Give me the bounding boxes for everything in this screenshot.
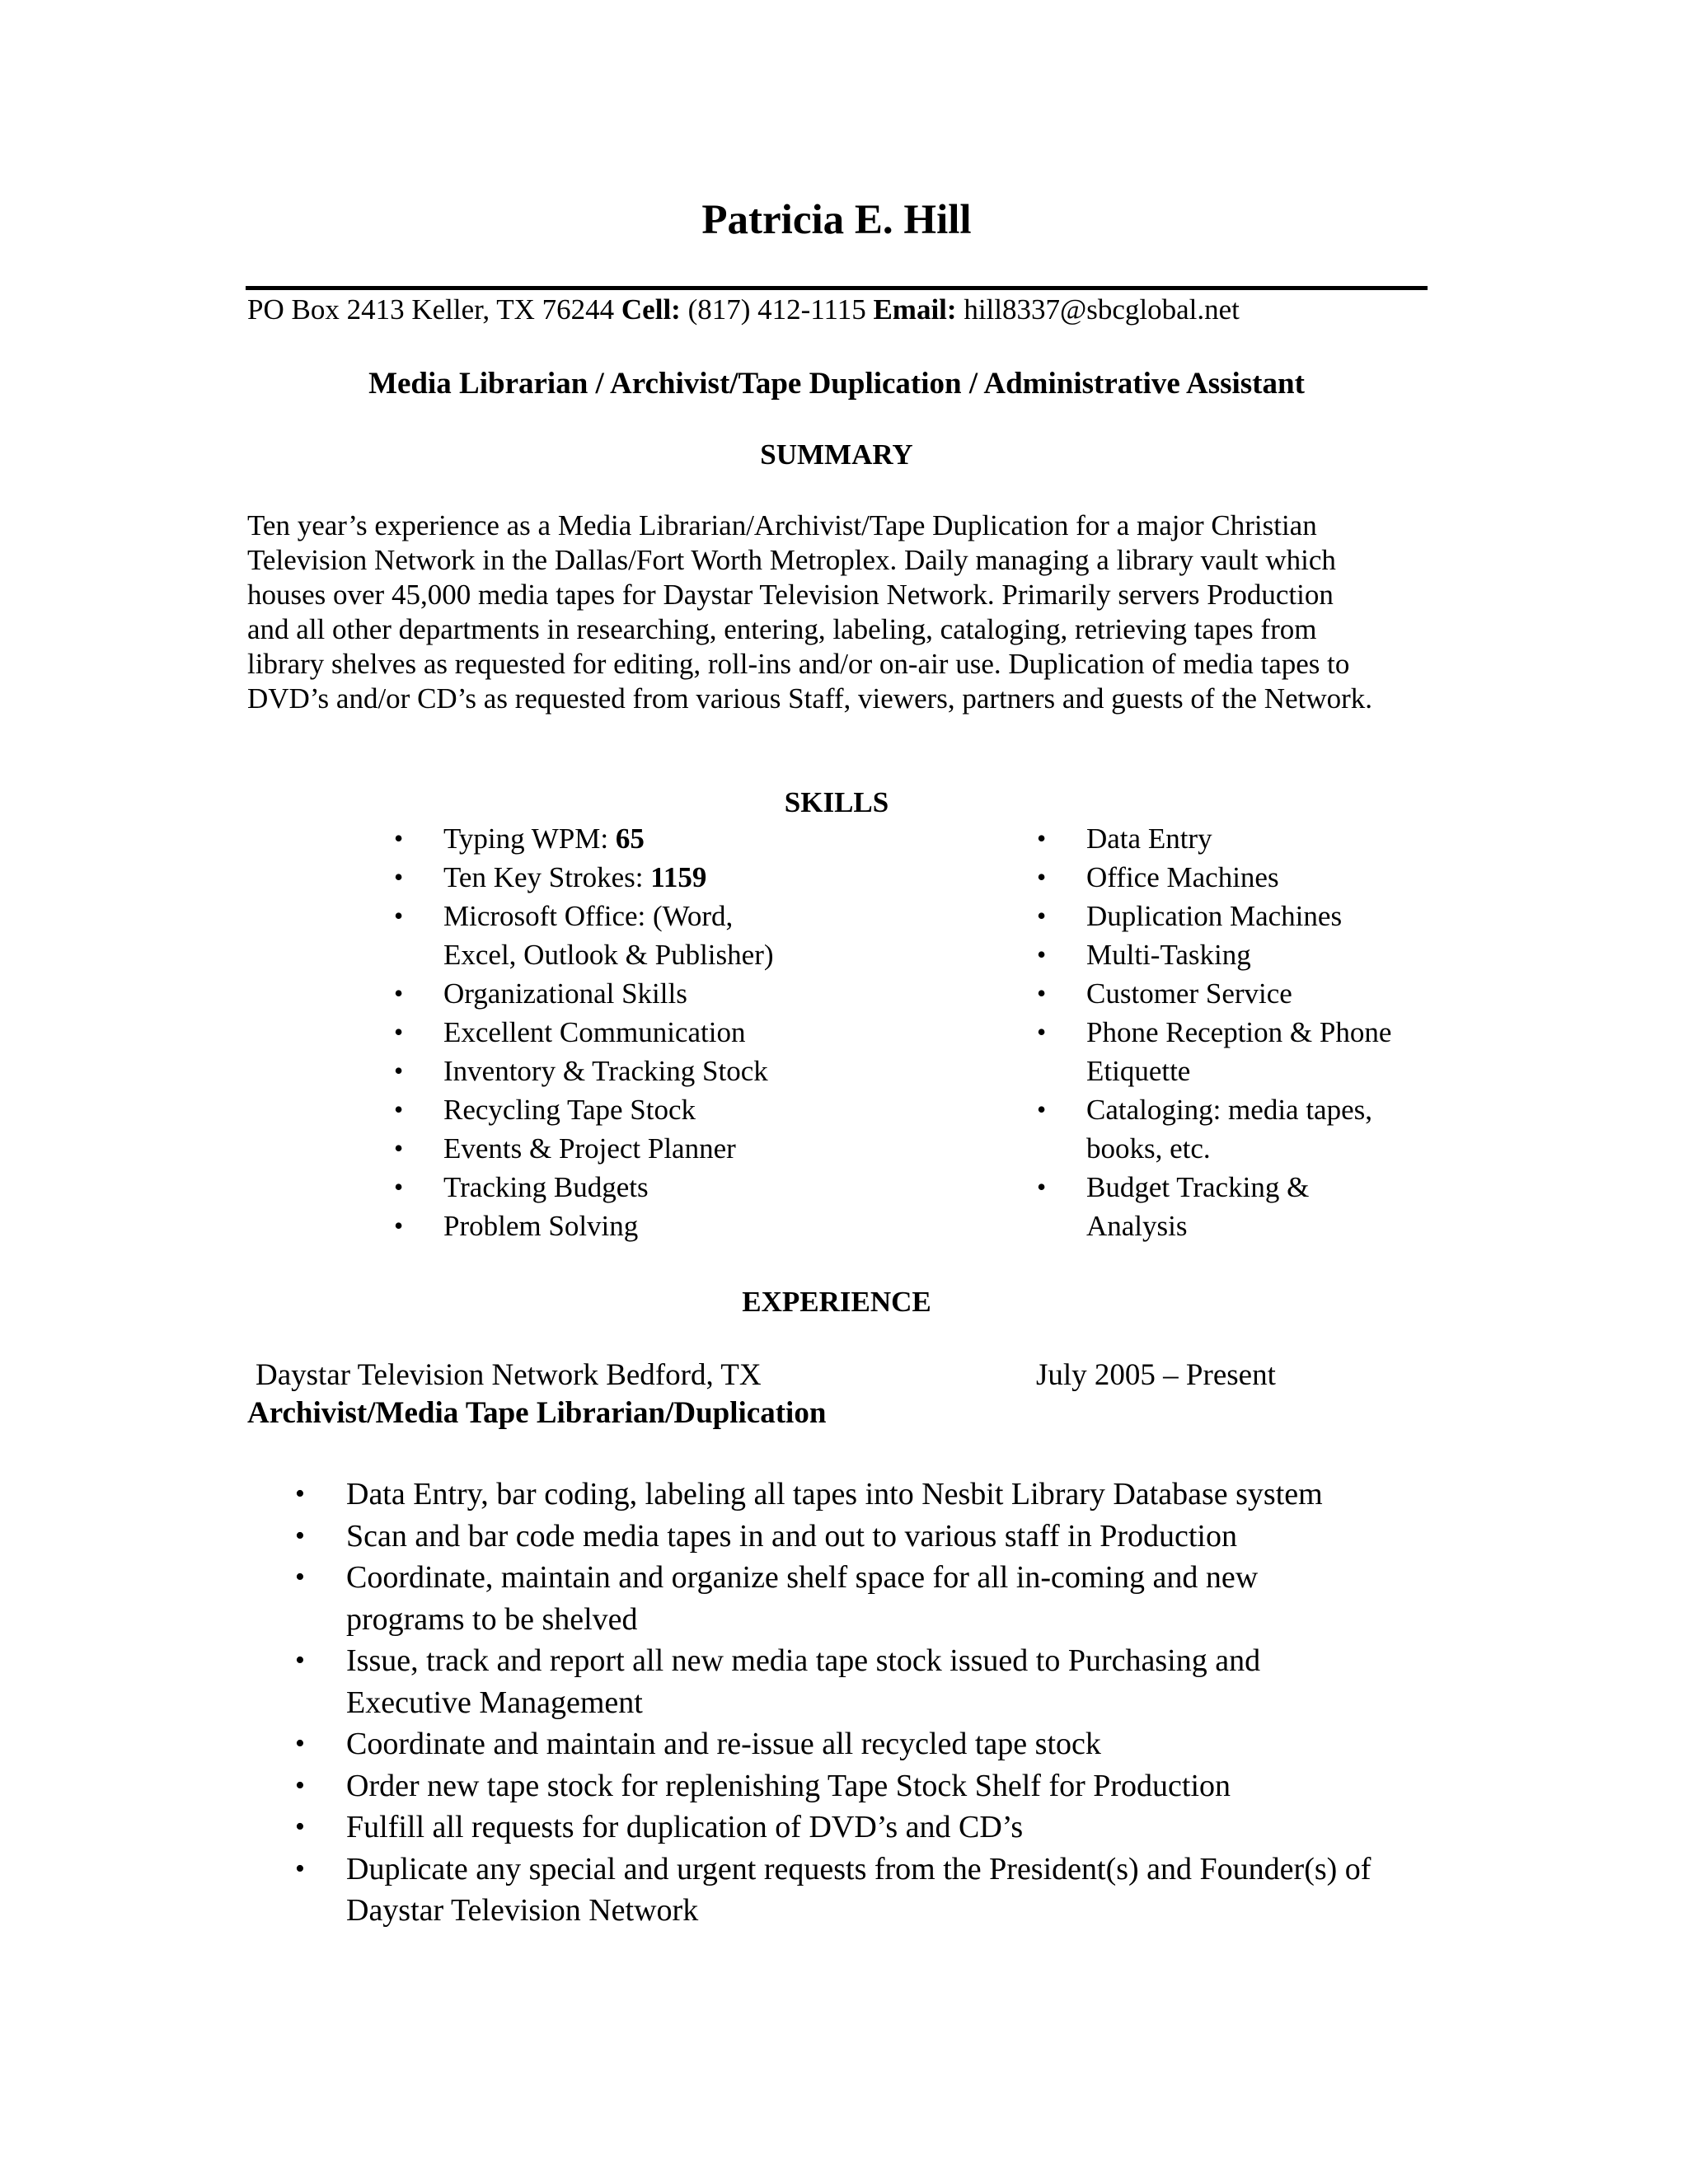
header-divider	[246, 286, 1428, 290]
skills-list-right	[1037, 819, 1391, 1245]
skill-label: Microsoft Office: (Word,	[443, 900, 734, 932]
experience-heading: EXPERIENCE	[742, 1286, 931, 1318]
bullet-icon: •	[394, 1211, 404, 1240]
bullet-icon: •	[394, 901, 404, 930]
bullet-icon: •	[394, 1056, 404, 1085]
skill-item	[394, 1168, 774, 1207]
experience-list	[295, 1474, 1371, 1932]
contact-line	[247, 292, 1240, 328]
bullet-icon: •	[394, 1133, 404, 1163]
cell-number: (817) 412-1115	[680, 293, 874, 326]
experience-text: Coordinate, maintain and organize shelf space for all in-coming and new	[346, 1560, 1259, 1595]
summary-line: houses over 45,000 media tapes for Daystar Television Network. Primarily servers Production	[247, 579, 1334, 611]
skill-label: Organizational Skills	[443, 977, 687, 1010]
skill-item	[394, 1052, 774, 1090]
experience-text-continued: Daystar Television Network	[346, 1893, 699, 1928]
experience-text: Order new tape stock for replenishing Tape Stock Shelf for Production	[346, 1768, 1231, 1803]
skill-label: Multi-Tasking	[1086, 939, 1251, 971]
bullet-icon: •	[1037, 940, 1047, 969]
skill-item	[394, 1013, 774, 1052]
experience-item	[295, 1849, 1371, 1932]
professional-headline: Media Librarian / Archivist/Tape Duplication / Administrative Assistant	[368, 367, 1305, 401]
skill-label: Problem Solving	[443, 1210, 639, 1242]
skills-list-left	[394, 819, 774, 1245]
skill-item	[394, 974, 774, 1013]
bullet-icon: •	[1037, 1017, 1047, 1047]
experience-item	[295, 1516, 1371, 1558]
skill-item	[1037, 974, 1391, 1013]
skill-item	[1037, 1168, 1391, 1245]
bullet-icon: •	[394, 1017, 404, 1047]
skill-label: Excellent Communication	[443, 1016, 746, 1048]
bullet-icon: •	[1037, 978, 1047, 1008]
bullet-icon: •	[394, 978, 404, 1008]
skills-heading: SKILLS	[784, 786, 889, 818]
skill-label-continued: Analysis	[1086, 1210, 1188, 1242]
skill-item	[394, 858, 774, 897]
skill-label-continued: Etiquette	[1086, 1055, 1191, 1087]
experience-text: Coordinate and maintain and re-issue all recycled tape stock	[346, 1727, 1101, 1761]
skill-label: Tracking Budgets	[443, 1171, 649, 1203]
skill-label: Typing WPM:	[443, 823, 616, 855]
skill-item	[1037, 819, 1391, 858]
bullet-icon: •	[1037, 862, 1047, 892]
experience-text-continued: Executive Management	[346, 1685, 643, 1720]
bullet-icon: •	[394, 823, 404, 853]
skill-label: Data Entry	[1086, 823, 1212, 855]
skill-label: Cataloging: media tapes,	[1086, 1094, 1372, 1126]
bullet-icon: •	[295, 1769, 305, 1801]
bullet-icon: •	[1037, 1094, 1047, 1124]
skill-item	[1037, 1013, 1391, 1090]
experience-text: Data Entry, bar coding, labeling all tapes into Nesbit Library Database system	[346, 1477, 1323, 1511]
experience-item	[295, 1765, 1371, 1807]
bullet-icon: •	[1037, 901, 1047, 930]
skill-item	[394, 897, 774, 974]
bullet-icon: •	[295, 1520, 305, 1551]
experience-item	[295, 1807, 1371, 1849]
skill-label: Events & Project Planner	[443, 1132, 736, 1165]
experience-text: Issue, track and report all new media tape stock issued to Purchasing and	[346, 1643, 1261, 1678]
experience-text: Duplicate any special and urgent requests from the President(s) and Founder(s) of	[346, 1851, 1372, 1886]
skill-value: 1159	[650, 861, 707, 893]
job-title: Archivist/Media Tape Librarian/Duplication	[247, 1396, 827, 1430]
email-label: Email:	[873, 293, 957, 326]
bullet-icon: •	[295, 1479, 305, 1509]
skill-label-continued: Excel, Outlook & Publisher)	[443, 939, 774, 971]
skill-label: Duplication Machines	[1086, 900, 1343, 932]
skill-item	[1037, 858, 1391, 897]
experience-text: Scan and bar code media tapes in and out to various staff in Production	[346, 1518, 1237, 1554]
experience-item	[295, 1723, 1371, 1765]
experience-text-continued: programs to be shelved	[346, 1601, 638, 1637]
email-address: hill8337@sbcglobal.net	[956, 293, 1240, 326]
skill-label: Recycling Tape Stock	[443, 1094, 696, 1126]
bullet-icon: •	[295, 1811, 305, 1842]
cell-label: Cell:	[621, 293, 681, 326]
experience-item	[295, 1640, 1371, 1723]
bullet-icon: •	[394, 1172, 404, 1202]
summary-line: library shelves as requested for editing, roll-ins and/or on-air use. Duplication of media tapes to	[247, 648, 1350, 680]
summary-paragraph	[247, 509, 1451, 716]
experience-item	[295, 1557, 1371, 1640]
skill-label: Inventory & Tracking Stock	[443, 1055, 768, 1087]
bullet-icon: •	[1037, 1172, 1047, 1202]
skill-item	[1037, 1090, 1391, 1168]
skill-item	[394, 1207, 774, 1245]
skill-label: Phone Reception & Phone	[1086, 1016, 1392, 1048]
summary-line: DVD’s and/or CD’s as requested from various Staff, viewers, partners and guests of the Network.	[247, 682, 1373, 715]
summary-line: Television Network in the Dallas/Fort Worth Metroplex. Daily managing a library vault which	[247, 544, 1336, 576]
experience-item	[295, 1474, 1371, 1516]
summary-heading: SUMMARY	[760, 438, 913, 471]
bullet-icon: •	[1037, 823, 1047, 853]
employment-dates: July 2005 – Present	[1036, 1358, 1276, 1392]
summary-line: Ten year’s experience as a Media Librarian/Archivist/Tape Duplication for a major Christian	[247, 509, 1317, 541]
contact-address: PO Box 2413 Keller, TX 76244	[247, 293, 621, 326]
skill-value: 65	[615, 823, 645, 855]
skill-label-continued: books, etc.	[1086, 1132, 1211, 1165]
skill-item	[394, 1090, 774, 1129]
skill-label: Ten Key Strokes:	[443, 861, 651, 893]
resume-name: Patricia E. Hill	[701, 197, 972, 243]
skill-label: Budget Tracking &	[1086, 1171, 1310, 1203]
summary-line: and all other departments in researching, entering, labeling, cataloging, retrieving tapes from	[247, 613, 1317, 645]
bullet-icon: •	[295, 1562, 305, 1592]
employer-name: Daystar Television Network Bedford, TX	[256, 1358, 762, 1392]
bullet-icon: •	[394, 1094, 404, 1124]
skill-label: Customer Service	[1086, 977, 1292, 1010]
bullet-icon: •	[295, 1645, 305, 1675]
skill-label: Office Machines	[1086, 861, 1279, 893]
bullet-icon: •	[295, 1853, 305, 1884]
skill-item	[394, 819, 774, 858]
skill-item	[1037, 935, 1391, 974]
bullet-icon: •	[295, 1728, 305, 1759]
skill-item	[1037, 897, 1391, 935]
experience-text: Fulfill all requests for duplication of DVD’s and CD’s	[346, 1810, 1024, 1844]
skill-item	[394, 1129, 774, 1168]
bullet-icon: •	[394, 862, 404, 892]
